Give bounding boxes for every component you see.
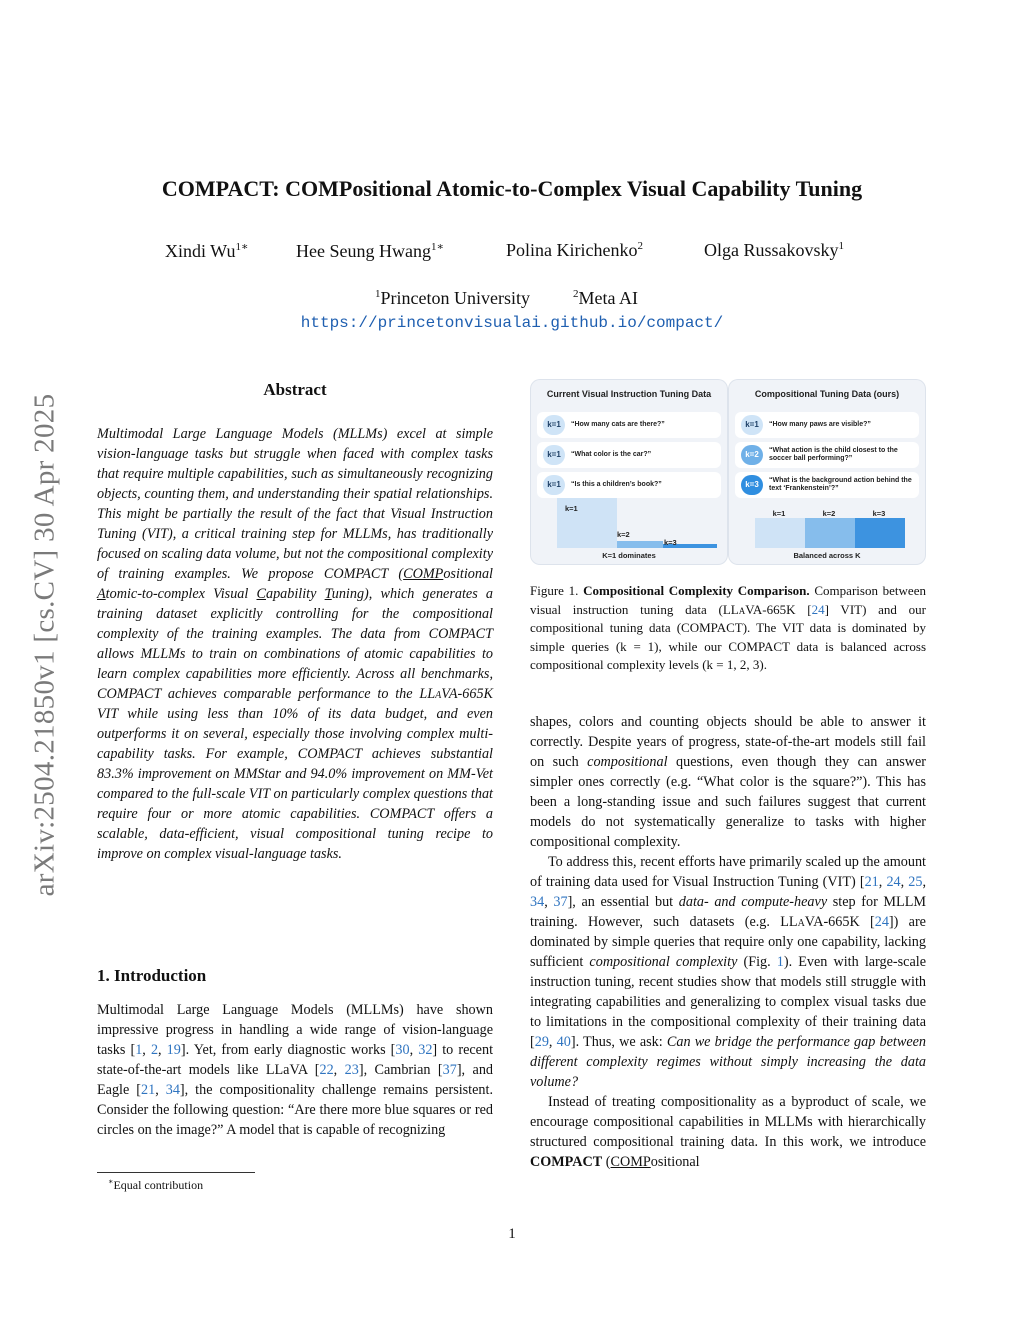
k-badge: k=1 <box>741 415 763 435</box>
citation-link[interactable]: 24 <box>811 601 825 617</box>
author-polina-kirichenko: Polina Kirichenko$^2$ <box>506 240 643 260</box>
citation-link[interactable]: 34 <box>165 1082 180 1098</box>
bar-label-k3: k=3 <box>872 509 886 518</box>
k-badge: k=1 <box>543 415 565 435</box>
bar-k1 <box>755 518 805 548</box>
question-card <box>735 412 919 438</box>
question-text: “What is the background action behind the text ‘Frankenstein’?” <box>769 477 912 492</box>
panel-title: Current Visual Instruction Tuning Data <box>546 389 712 399</box>
bar-k2 <box>617 541 663 548</box>
affiliation-princeton: $^1$Princeton University <box>375 288 530 308</box>
bar-k2 <box>805 518 855 548</box>
affiliation-meta: $^2$Meta AI <box>573 288 638 308</box>
citation-link[interactable]: 37 <box>553 894 568 910</box>
bar-label-k2: k=2 <box>617 530 630 539</box>
citation-link[interactable]: 21 <box>141 1082 156 1098</box>
citation-link[interactable]: 34 <box>530 894 545 910</box>
author-xindi-wu: Xindi $Wu^{1∗}$ <box>165 241 249 261</box>
k-badge: k=1 <box>543 445 565 465</box>
citation-link[interactable]: 40 <box>556 1034 571 1050</box>
citation-link[interactable]: 30 <box>395 1042 410 1058</box>
citation-link[interactable]: 24 <box>886 874 901 890</box>
abstract-body: Multimodal Large Language Models (MLLMs) excel at simple vision-language tasks but struggle when faced with complex tasks that require multiple capabilities, such as simultaneously recognizing objects, counting them, and understanding their spatial relationships. This might be partially the result of the fact that Visual Instruction Tuning (VIT), a critical training step for MLLMs, has traditionally focused on scaling data volume, but not the compositional complexity of training examples. We propose COMPACT (COMPositional Atomic-to-complex Visual Capability Tuning), which generates a training dataset explicitly controlling for the compositional complexity of the training examples. The data from COMPACT allows MLLMs to train on combinations of atomic capabilities to learn complex capabilities more efficiently. Across all benchmarks, COMPACT achieves comparable performance to the LLaVA-665K VIT while using less than 10% of its data budget, and even outperforms it on several, especially those involving complex multi-capability tasks. For example, COMPACT achieves substantial 83.3% improvement on MMStar and 94.0% improvement on MM-Vet compared to the full-scale VIT on particularly complex questions that require four or more atomic capabilities. COMPACT offers a scalable, data-efficient, visual compositional tuning recipe to improve on complex visual-language tasks. <box>97 426 493 862</box>
introduction-body: Multimodal Large Language Models (MLLMs) have shown impressive progress in handling a wide range of vision-language tasks [1, 2, 19]. Yet, from early diagnostic works [30, 32] to recent state-of-the-art models like LLaVA [22, 23], Cambrian [37], and Eagle [21, 34], the compositionality challenge remains persistent. Consider the following question: “Are there more blue squares or red circles on the image?” A model that is capable of recognizing <box>97 1002 494 1138</box>
question-text: “What color is the car?” <box>571 451 652 458</box>
citation-link[interactable]: 19 <box>166 1042 181 1058</box>
bar-label-k1: k=1 <box>772 509 786 518</box>
page-number: 1 <box>508 1226 516 1242</box>
question-text: “What action is the child closest to the soccer ball performing?” <box>769 447 898 462</box>
panel-title: Compositional Tuning Data (ours) <box>754 389 900 399</box>
arxiv-identifier: arXiv:2504.21850v1 [cs.CV] 30 Apr 2025 <box>28 393 61 897</box>
abstract-heading: Abstract <box>263 380 327 399</box>
bar-label-k1: k=1 <box>565 504 578 513</box>
citation-link[interactable]: 23 <box>344 1062 359 1078</box>
chart-footer: Balanced across K <box>793 551 861 560</box>
citation-link[interactable]: 37 <box>442 1062 457 1078</box>
question-card <box>537 472 721 498</box>
question-text: “How many paws are visible?” <box>769 421 871 428</box>
question-card <box>537 412 721 438</box>
bar-k3 <box>855 518 905 548</box>
question-card <box>537 442 721 468</box>
k-badge: k=2 <box>741 445 763 465</box>
introduction-heading: 1. Introduction <box>97 966 207 985</box>
citation-link[interactable]: 22 <box>319 1062 334 1078</box>
question-card <box>735 442 919 468</box>
chart-footer: K=1 dominates <box>602 551 656 560</box>
footnote-divider <box>97 1172 255 1173</box>
citation-link[interactable]: 32 <box>418 1042 433 1058</box>
footnote-equal-contribution: ∗Equal contribution <box>108 1177 204 1192</box>
figure-1-caption: Figure 1. Compositional Complexity Comparison. Comparison between visual instruction tuning data (LLaVA-665K [24] VIT) and our compositional tuning data (COMPACT). The VIT data is dominated by simple queries (k = 1), while our COMPACT data is balanced across compositional complexity levels (k = 1, 2, 3). <box>530 583 926 672</box>
right-column-body: shapes, colors and counting objects should be able to answer it correctly. Despite years of progress, state-of-the-art models still fail on such compositional questions, even though they can answer simpler ones correctly (e.g. “What color is the square?”). This has been a long-standing issue and such failures suggest that current models do not systematically generalize to tasks with higher compositional complexity. To address this, recent efforts have primarily scaled up the amount of training data used for Visual Instruction Tuning (VIT) [21, 24, 25, 34, 37], an essential but data- and compute-heavy step for MLLM training. However, such datasets (e.g. LLaVA-665K [24]) are dominated by simple queries that require only one capability, lacking sufficient compositional complexity (Fig. 1). Even with large-scale instruction tuning, recent studies show that models still struggle with integrating capabilities and generalizing to complex visual tasks due to limitations in the compositional complexity of their training data [29, 40]. Thus, we ask: Can we bridge the performance gap between different complexity regimes without simply increasing the data volume? Instead of treating compositionality as a byproduct of scale, we encourage compositional capabilities in MLLMs with hierarchically structured compositional training data. In this work, we introduce COMPACT (COMPositional <box>530 714 927 1170</box>
bar-label-k2: k=2 <box>822 509 836 518</box>
citation-link[interactable]: 21 <box>864 874 879 890</box>
author-hee-seung-hwang: Hee Seung Hwang$^{1∗}$ <box>296 241 444 261</box>
question-card <box>735 472 919 498</box>
bar-label-k3: k=3 <box>664 538 677 547</box>
citation-link[interactable]: 29 <box>534 1034 549 1050</box>
figure-panel-compositional <box>729 380 925 564</box>
k-badge: k=1 <box>543 475 565 495</box>
question-text: “Is this a children’s book?” <box>571 481 662 488</box>
figure-panel-current-vit <box>531 380 727 564</box>
citation-link[interactable]: 24 <box>874 914 889 930</box>
citation-link[interactable]: 1 <box>135 1042 143 1058</box>
citation-link[interactable]: 25 <box>908 874 923 890</box>
author-olga-russakovsky: Olga Russakovsky$^1$ <box>704 240 844 260</box>
question-text: “How many cats are there?” <box>571 421 665 428</box>
project-url-link[interactable]: https://princetonvisualai.github.io/compact/ <box>300 314 724 332</box>
figure-reference-link[interactable]: 1 <box>776 954 784 970</box>
paper-title: COMPACT: COMPositional Atomic-to-Complex Visual Capability Tuning <box>161 176 863 201</box>
citation-link[interactable]: 2 <box>150 1042 159 1058</box>
k-badge: k=3 <box>741 475 763 495</box>
